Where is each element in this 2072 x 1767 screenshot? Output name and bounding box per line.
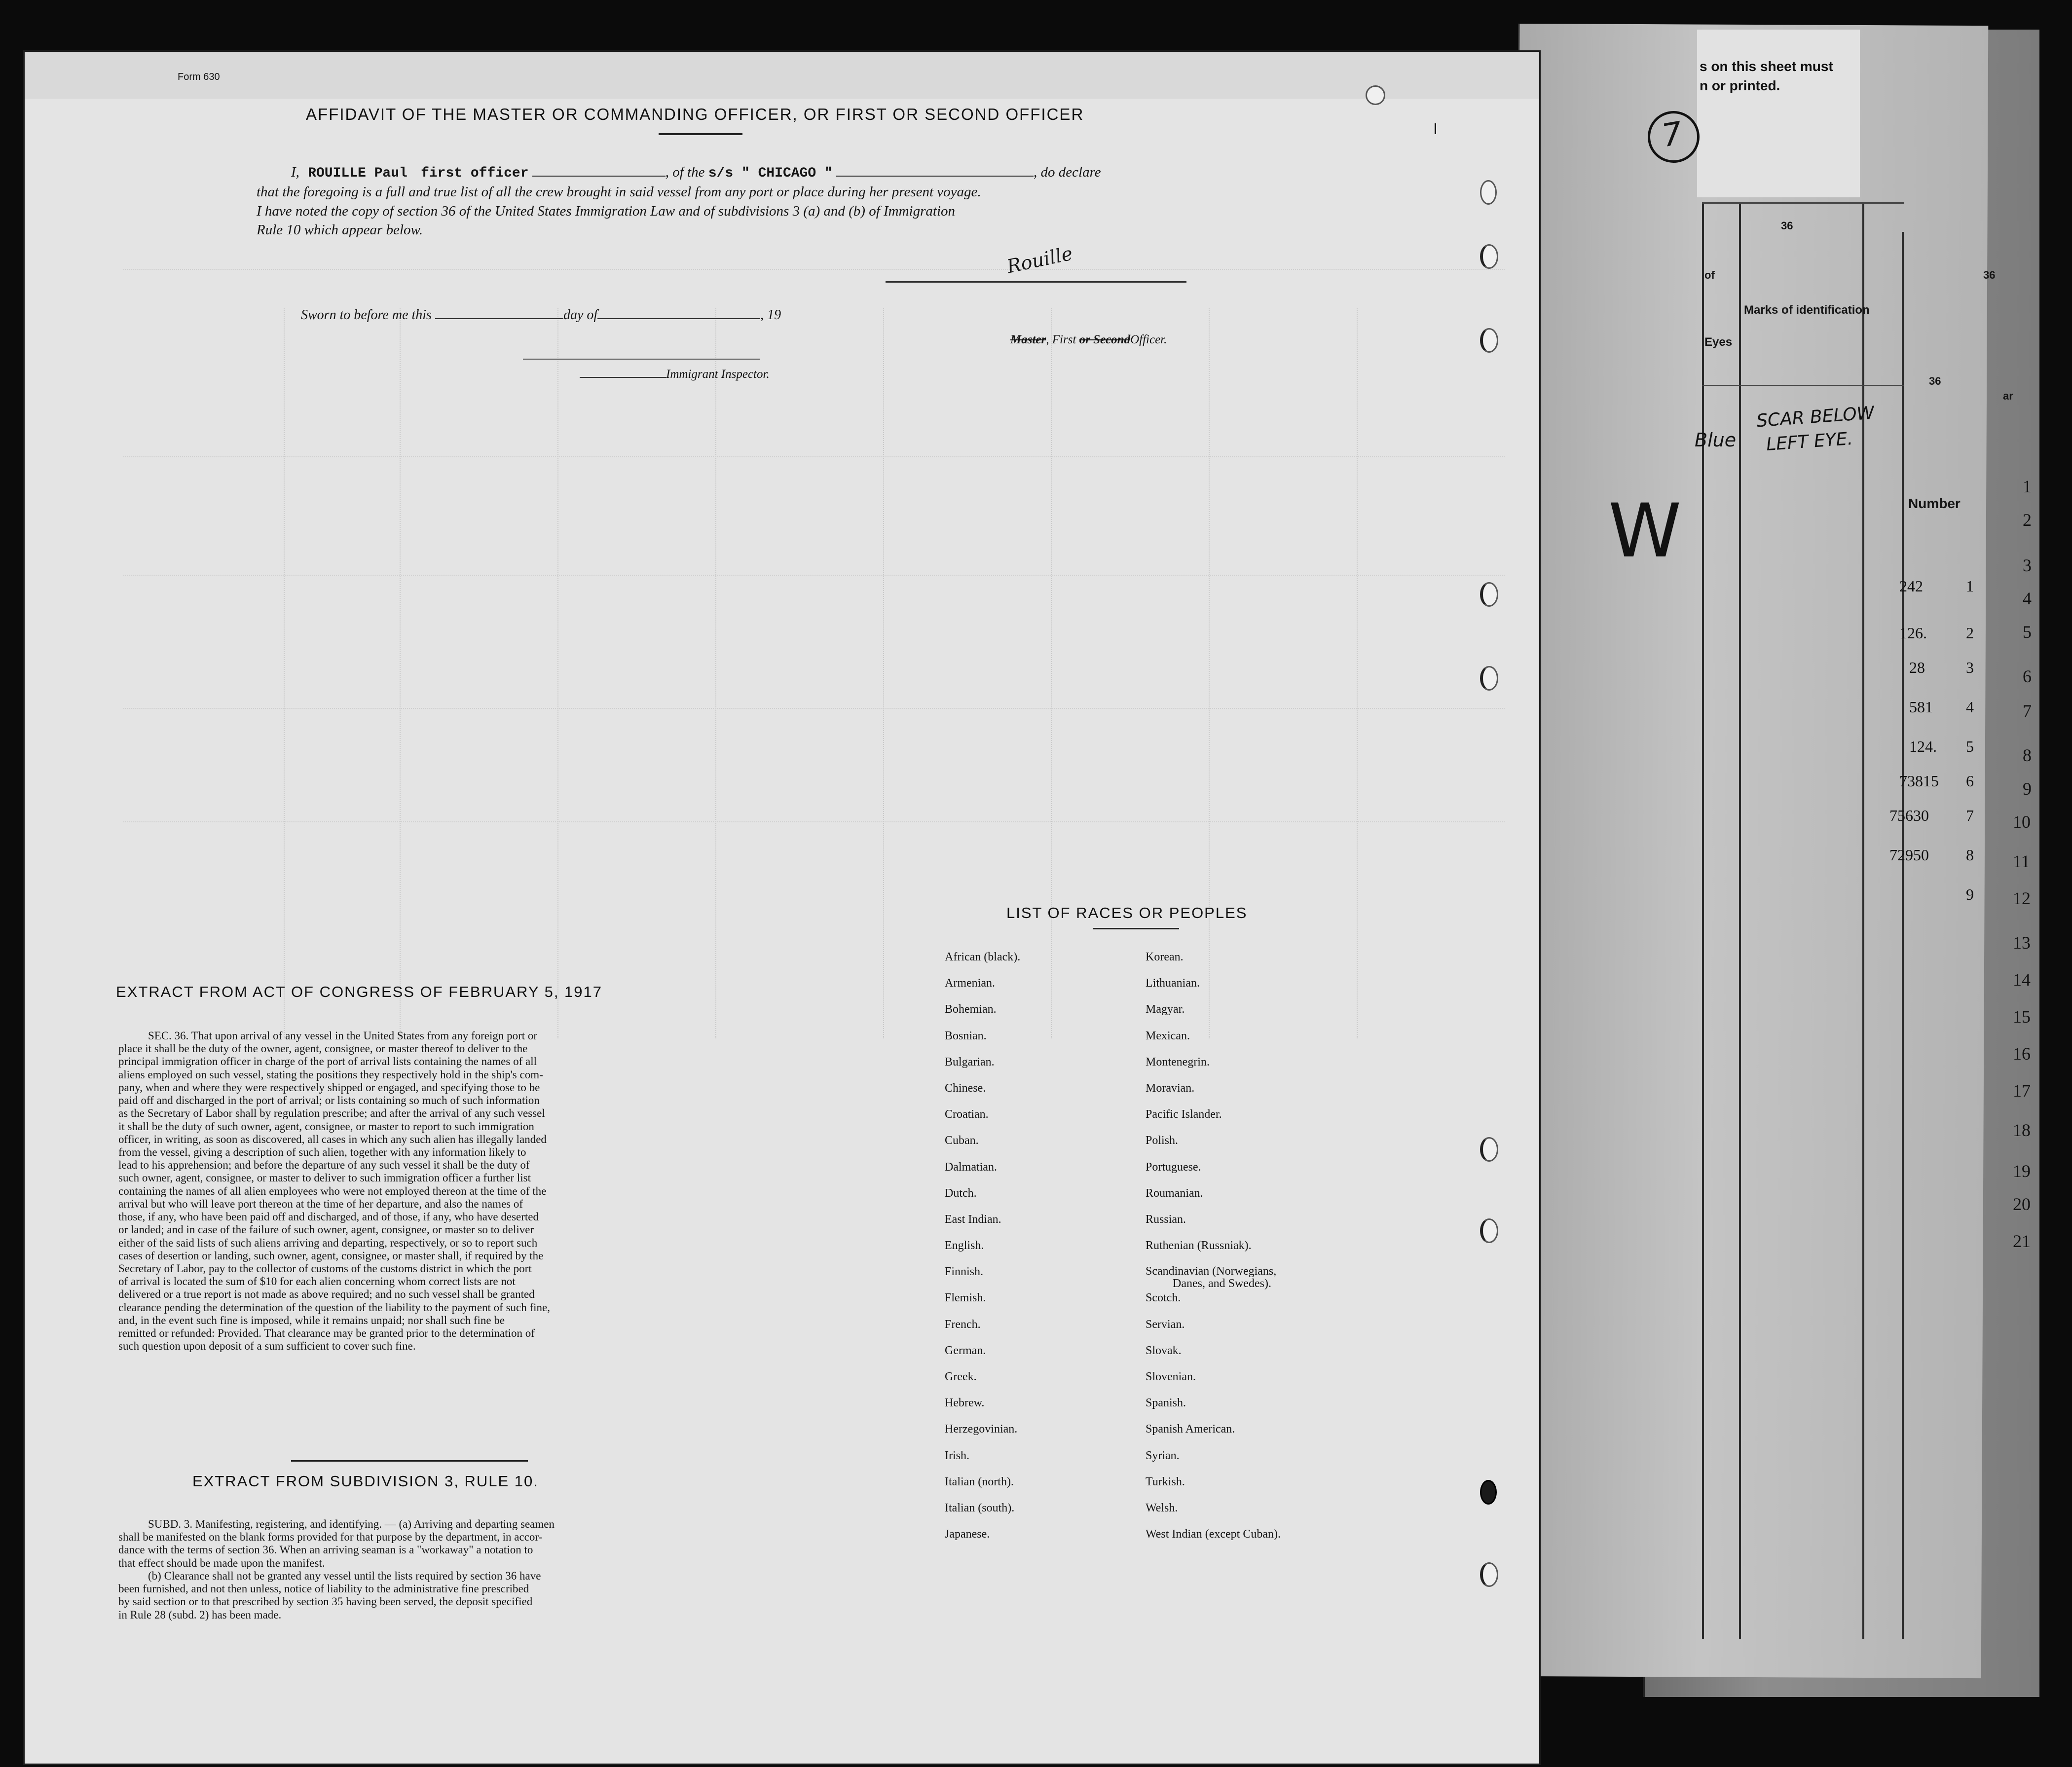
faint-row-line	[123, 456, 1505, 457]
vessel-blank	[836, 176, 1034, 177]
inspector-rule-top	[523, 359, 760, 360]
race-item: Bohemian.	[945, 1003, 997, 1016]
header-line-1: s on this sheet must	[1700, 59, 1833, 74]
act-line: remitted or refunded: Provided. That clearance may be granted prior to the determination of	[118, 1327, 535, 1340]
binder-hole	[1480, 180, 1497, 205]
race-item: Cuban.	[945, 1134, 979, 1147]
act-line: and, in the event such fine is imposed, while it remains unpaid; nor shall such fine be	[118, 1314, 505, 1326]
race-item: Italian (south).	[945, 1501, 1015, 1514]
rule-line: shall be manifested on the blank forms provided for that purpose by the department, in accor-	[118, 1531, 543, 1544]
binder-hole	[1480, 1562, 1498, 1587]
act-line: as the Secretary of Labor shall by regulation prescribe; and after the arrival of any such vessel	[118, 1107, 545, 1120]
act-line: arrival but who will leave port thereon at the time of her departure, and also the names of	[118, 1197, 523, 1210]
row-number: 9	[2023, 779, 2032, 799]
race-item: Roumanian.	[1146, 1186, 1203, 1200]
race-item: Scotch.	[1146, 1291, 1181, 1305]
number-entry: 75630	[1889, 807, 1929, 824]
rule-line: SUBD. 3. Manifesting, registering, and identifying. — (a) Arriving and departing seamen	[148, 1518, 555, 1530]
row-number: 20	[2013, 1194, 2031, 1214]
row-number: 2	[2023, 510, 2032, 530]
affidavit-title: AFFIDAVIT OF THE MASTER OR COMMANDING OFFICER, OR FIRST OR SECOND OFFICER	[306, 105, 1084, 123]
affidavit-page	[25, 52, 1539, 1764]
row-number: 10	[2013, 812, 2031, 832]
row-number: 21	[2013, 1231, 2031, 1251]
act-line: clearance pending the determination of the question of the liability to the payment of such fine,	[118, 1301, 550, 1314]
number-entry: 126.	[1899, 624, 1927, 642]
act-line: such owner, agent, consignee, or master to deliver to such immigration officer a further list	[118, 1172, 531, 1184]
race-item: Scandinavian (Norwegians,	[1146, 1265, 1277, 1278]
column-36-header: 36	[1781, 220, 1793, 232]
declaration-i: I,	[291, 164, 299, 180]
form-number: Form 630	[178, 72, 220, 82]
header-rule	[1702, 385, 1904, 386]
row-number: 14	[2013, 970, 2031, 990]
binder-hole	[1366, 85, 1385, 105]
officer-rank: first officer	[421, 166, 529, 181]
column-rule	[1902, 232, 1904, 1639]
sequence-entry: 8	[1966, 846, 1974, 864]
races-title-underline	[1093, 928, 1179, 929]
column-of-header: of	[1704, 269, 1715, 281]
race-item: Montenegrin.	[1146, 1055, 1210, 1068]
faint-row-line	[123, 708, 1505, 709]
row-number: 17	[2013, 1081, 2031, 1101]
row-number: 19	[2013, 1161, 2031, 1181]
column-ar-header: ar	[2003, 390, 2013, 402]
race-item: Slovenian.	[1146, 1370, 1196, 1383]
number-entry: 73815	[1899, 772, 1939, 790]
act-line: lead to his apprehension; and before the departure of any such vessel it shall be the duty of	[118, 1159, 530, 1172]
race-item: African (black).	[945, 951, 1021, 963]
act-line: paid off and discharged in the port of arrival; or lists containing so much of such information	[118, 1094, 540, 1107]
declaration-line-4: Rule 10 which appear below.	[257, 222, 423, 238]
race-item: Moravian.	[1146, 1081, 1195, 1095]
number-entry: 28	[1909, 659, 1925, 676]
faint-grid-line	[1209, 308, 1210, 1038]
act-line: containing the names of all alien employees who were not employed thereon at the time of the	[118, 1184, 547, 1197]
marks-value-line1: SCAR BELOW	[1755, 403, 1875, 432]
number-entry: 581	[1909, 698, 1933, 716]
binder-hole	[1480, 582, 1498, 607]
row-number: 5	[2023, 622, 2032, 642]
act-line: from the vessel, giving a description of such alien, together with any information likely to	[118, 1145, 526, 1158]
rule-line: in Rule 28 (subd. 2) has been made.	[118, 1608, 282, 1621]
race-item: Pacific Islander.	[1146, 1108, 1222, 1121]
faint-grid-line	[400, 308, 401, 1038]
act-line: SEC. 36. That upon arrival of any vessel in the United States from any foreign port or	[148, 1030, 538, 1042]
eyes-value: Blue	[1695, 429, 1737, 451]
do-declare-label: , do declare	[1034, 164, 1101, 180]
race-item: West Indian (except Cuban).	[1146, 1528, 1281, 1541]
header-line-2: n or printed.	[1700, 78, 1780, 94]
act-line: officer, in writing, as soon as discovered, all cases in which any such alien has illegally landed	[118, 1133, 547, 1145]
act-line: either of the said lists of such aliens arriving and departing, respectively, or so to report such	[118, 1236, 538, 1249]
race-item: Dalmatian.	[945, 1160, 997, 1174]
binder-hole	[1480, 666, 1498, 691]
act-line: Secretary of Labor, pay to the collector of customs of the customs district in which the port	[118, 1262, 532, 1275]
faint-grid-line	[1051, 308, 1052, 1038]
binder-hole	[1480, 1480, 1497, 1505]
race-item: Spanish American.	[1146, 1423, 1235, 1436]
race-item: Polish.	[1146, 1134, 1179, 1147]
faint-row-line	[123, 821, 1505, 822]
column-rule	[1739, 202, 1741, 1639]
crew-list-header-text	[1700, 57, 1833, 95]
race-item: Dutch.	[945, 1186, 977, 1200]
inspector-line	[580, 366, 770, 382]
binder-hole	[1480, 1137, 1498, 1162]
row-number: 6	[2023, 666, 2032, 686]
declaration-line-3: I have noted the copy of section 36 of the United States Immigration Law and of subdivisions 3 (a) and (b) of Immigration	[257, 203, 956, 219]
row-number: 4	[2023, 589, 2032, 608]
rule-line: by said section or to that prescribed by section 35 having been served, the deposit specified	[118, 1595, 533, 1608]
race-item: Turkish.	[1146, 1475, 1185, 1488]
handwritten-mark: W	[1608, 488, 1682, 574]
race-item-scandinavian	[1146, 1265, 1281, 1291]
race-item: French.	[945, 1318, 981, 1331]
row-number: 16	[2013, 1044, 2031, 1064]
sworn-month-blank	[597, 318, 760, 319]
race-item: Russian.	[1146, 1213, 1186, 1226]
of-the-label: , of the	[665, 164, 705, 180]
header-rule	[1702, 202, 1904, 204]
sequence-entry: 4	[1966, 698, 1974, 716]
row-number: 18	[2013, 1120, 2031, 1140]
race-item: Welsh.	[1146, 1501, 1178, 1514]
race-item: Mexican.	[1146, 1029, 1190, 1042]
officer-name: ROUILLE Paul	[308, 166, 407, 181]
binder-hole	[1480, 328, 1498, 353]
column-marks-header: Marks of identification	[1744, 303, 1870, 317]
faint-grid-line	[1357, 308, 1358, 1038]
faint-grid-line	[557, 308, 558, 1038]
race-item: Bulgarian.	[945, 1055, 995, 1068]
number-entry: 242	[1899, 577, 1923, 595]
sequence-entry: 3	[1966, 659, 1974, 676]
row-number: 13	[2013, 933, 2031, 953]
faint-grid-line	[883, 308, 884, 1038]
marks-value-line2: LEFT EYE.	[1765, 428, 1854, 455]
act-line: aliens employed on such vessel, stating the positions they respectively hold in the ship's com-	[118, 1068, 543, 1081]
race-item: Italian (north).	[945, 1475, 1014, 1488]
race-item-continuation: Danes, and Swedes).	[1173, 1277, 1271, 1290]
sworn-year-label: , 19	[760, 307, 781, 323]
race-item: Servian.	[1146, 1318, 1185, 1331]
race-item: Croatian.	[945, 1108, 989, 1121]
row-number: 12	[2013, 888, 2031, 908]
sworn-prefix: Sworn to before me this	[301, 307, 432, 323]
rule-line: (b) Clearance shall not be granted any vessel until the lists required by section 36 have	[148, 1569, 541, 1582]
race-item: Chinese.	[945, 1081, 986, 1095]
officer-signature: Rouille	[1004, 242, 1075, 278]
act-line: place it shall be the duty of the owner, agent, consignee, or master thereof to deliver to the	[118, 1042, 528, 1055]
act-line: principal immigration officer in charge of the port of arrival lists containing the names of all	[118, 1055, 537, 1068]
binder-hole	[1480, 244, 1498, 269]
race-item: Hebrew.	[945, 1397, 985, 1410]
race-item: Slovak.	[1146, 1344, 1182, 1357]
race-item: East Indian.	[945, 1213, 1001, 1226]
sequence-entry: 5	[1966, 737, 1974, 755]
number-entry: 72950	[1889, 846, 1929, 864]
rule-line: that effect should be made upon the manifest.	[118, 1556, 325, 1569]
rule-title: EXTRACT FROM SUBDIVISION 3, RULE 10.	[192, 1472, 539, 1490]
sequence-entry: 1	[1966, 577, 1974, 595]
sworn-day-label: day of	[563, 307, 598, 323]
act-line: delivered or a true report is not made as above required; and no such vessel shall be granted	[118, 1288, 535, 1301]
rule-text	[118, 1518, 718, 1621]
officer-label: Officer.	[1130, 333, 1167, 346]
first-label: , First	[1046, 333, 1076, 346]
race-item: Finnish.	[945, 1265, 984, 1279]
tick-mark	[1435, 123, 1436, 134]
sequence-entry: 7	[1966, 807, 1974, 824]
race-item: Korean.	[1146, 951, 1184, 963]
sequence-entry: 9	[1966, 885, 1974, 903]
race-item: English.	[945, 1239, 984, 1252]
races-title: LIST OF RACES OR PEOPLES	[1006, 904, 1248, 921]
race-item: Ruthenian (Russniak).	[1146, 1239, 1252, 1252]
race-item: Spanish.	[1146, 1397, 1186, 1410]
race-item: Lithuanian.	[1146, 977, 1200, 990]
act-text	[118, 1030, 718, 1353]
signatory-title	[1010, 333, 1167, 347]
race-item: Irish.	[945, 1449, 969, 1462]
row-number: 7	[2023, 701, 2032, 721]
act-title: EXTRACT FROM ACT OF CONGRESS OF FEBRUARY 5, 1917	[116, 983, 603, 1000]
act-line: such question upon deposit of a sum sufficient to cover such fine.	[118, 1340, 416, 1353]
rule-line: been furnished, and not then unless, notice of liability to the administrative fine prescribed	[118, 1583, 529, 1595]
race-item: Flemish.	[945, 1291, 986, 1305]
sworn-blank	[435, 318, 563, 319]
column-36b-header: 36	[1983, 269, 1996, 281]
faint-row-line	[123, 575, 1505, 576]
circled-number-text: 7	[1659, 115, 1686, 155]
row-number: 15	[2013, 1007, 2031, 1027]
column-number-header: Number	[1908, 496, 1961, 511]
rank-blank	[532, 176, 666, 177]
races-right-column	[1146, 951, 1281, 1554]
sequence-entry: 2	[1966, 624, 1974, 642]
sheet-header-area	[1697, 30, 1860, 197]
act-line: cases of desertion or landing, such owner, agent, consignee, or master shall, if required by the	[118, 1249, 544, 1262]
master-struck: Master	[1010, 333, 1046, 346]
column-36c-header: 36	[1929, 375, 1941, 387]
act-line: pany, when and where they were respectively shipped or engaged, and specifying those to be	[118, 1081, 540, 1094]
title-underline	[659, 133, 742, 135]
faint-grid-line	[715, 308, 716, 1038]
signature-line	[886, 281, 1186, 283]
race-item: Herzegovinian.	[945, 1423, 1018, 1436]
number-entry: 124.	[1909, 737, 1937, 755]
vessel-name: s/s " CHICAGO "	[708, 166, 833, 181]
race-item: German.	[945, 1344, 986, 1357]
race-item: Bosnian.	[945, 1029, 987, 1042]
declaration-line-1	[257, 163, 1223, 183]
race-item: Syrian.	[1146, 1449, 1180, 1462]
race-item: Japanese.	[945, 1528, 990, 1541]
row-number: 3	[2023, 555, 2032, 575]
row-number: 1	[2023, 477, 2032, 496]
faint-row-line	[123, 269, 1505, 270]
sworn-line	[301, 306, 781, 324]
races-left-column	[945, 951, 1020, 1554]
act-line: of arrival is located the sum of $10 for each alien concerning whom correct lists are not	[118, 1275, 516, 1288]
act-line: or landed; and in case of the failure of such owner, agent, consignee, or master so to deliver	[118, 1223, 534, 1236]
race-item: Magyar.	[1146, 1003, 1185, 1016]
declaration-line-2: that the foregoing is a full and true list of all the crew brought in said vessel from any port or place during her present voyage.	[257, 184, 981, 200]
row-number: 8	[2023, 745, 2032, 765]
inspector-blank	[580, 377, 666, 378]
second-struck: or Second	[1079, 333, 1131, 346]
column-rule	[1702, 202, 1704, 1639]
race-item: Portuguese.	[1146, 1160, 1201, 1174]
sequence-entry: 6	[1966, 772, 1974, 790]
inspector-label: Immigrant Inspector.	[666, 368, 770, 381]
race-item: Armenian.	[945, 977, 995, 990]
affidavit-declaration	[257, 163, 1223, 240]
column-eyes-header: Eyes	[1704, 335, 1733, 349]
binder-hole	[1480, 1218, 1498, 1243]
rule-separator	[291, 1460, 528, 1462]
act-line: those, if any, who have been paid off and discharged, and of those, if any, who have deserted	[118, 1211, 539, 1223]
race-item: Greek.	[945, 1370, 977, 1383]
act-line: it shall be the duty of such owner, agent, consignee, or master to report to such immigration	[118, 1120, 534, 1133]
rule-line: dance with the terms of section 36. When an arriving seaman is a "workaway" a notation to	[118, 1544, 533, 1556]
row-number: 11	[2013, 851, 2030, 871]
faint-grid-line	[284, 308, 285, 1038]
page-top-band	[25, 52, 1539, 99]
